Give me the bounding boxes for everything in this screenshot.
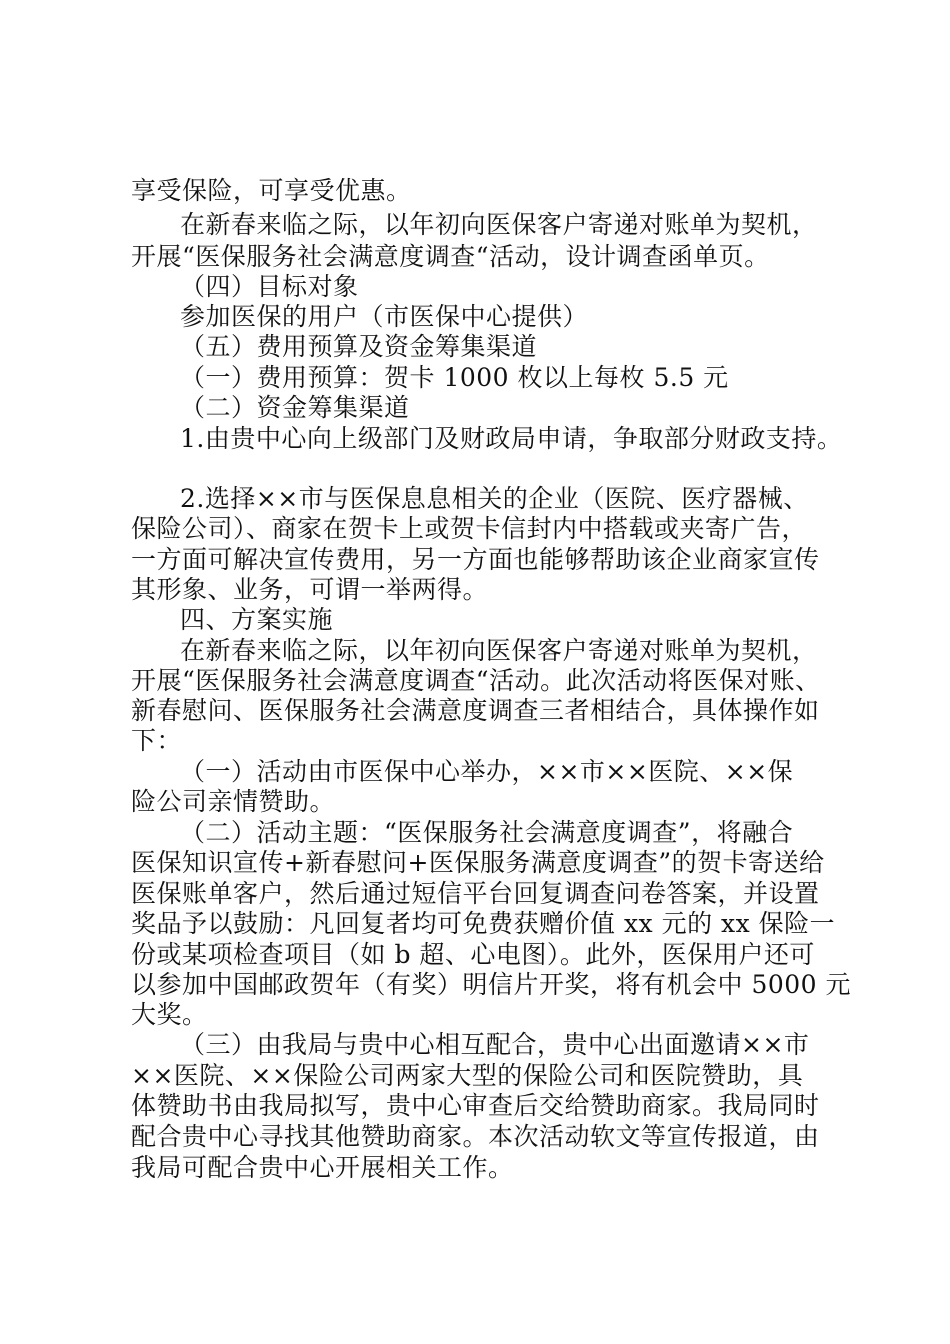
- text-line-28: （三）由我局与贵中心相互配合，贵中心出面邀请××市: [180, 1030, 810, 1059]
- text-line-21: （二）活动主题：“医保服务社会满意度调查”，将融合: [180, 818, 794, 847]
- text-line-20: 险公司亲情赞助。: [131, 787, 336, 816]
- section-heading-budget: （五）费用预算及资金筹集渠道: [180, 332, 538, 361]
- text-line-24: 奖品予以鼓励：凡回复者均可免费获赠价值 xx 元的 xx 保险一: [131, 909, 836, 938]
- text-line-12: 一方面可解决宣传费用，另一方面也能够帮助该企业商家宣传: [131, 545, 820, 574]
- text-line-31: 配合贵中心寻找其他赞助商家。本次活动软文等宣传报道，由: [131, 1122, 820, 1151]
- text-line-29: ××医院、××保险公司两家大型的保险公司和医院赞助，具: [131, 1061, 804, 1090]
- text-line-18: 下：: [131, 726, 183, 755]
- text-line-19: （一）活动由市医保中心举办，××市××医院、××保: [180, 757, 794, 786]
- text-line-9: 1.由贵中心向上级部门及财政局申请，争取部分财政支持。: [180, 424, 843, 453]
- text-line-3: 开展“医保服务社会满意度调查“活动，设计调查函单页。: [131, 242, 770, 271]
- text-line-22: 医保知识宣传+新春慰问+医保服务满意度调查”的贺卡寄送给: [131, 848, 825, 877]
- text-line-26: 以参加中国邮政贺年（有奖）明信片开奖，将有机会中 5000 元: [131, 970, 852, 999]
- section-heading-implementation: 四、方案实施: [180, 605, 334, 634]
- text-line-10: 2.选择××市与医保息息相关的企业（医院、医疗器械、: [180, 484, 809, 513]
- text-line-30: 体赞助书由我局拟写，贵中心审查后交给赞助商家。我局同时: [131, 1091, 820, 1120]
- text-line-17: 新春慰问、医保服务社会满意度调查三者相结合，具体操作如: [131, 696, 820, 725]
- text-line-1: 享受保险，可享受优惠。: [131, 176, 412, 205]
- text-line-27: 大奖。: [131, 1000, 208, 1029]
- text-line-32: 我局可配合贵中心开展相关工作。: [131, 1153, 514, 1182]
- text-line-15: 在新春来临之际，以年初向医保客户寄递对账单为契机，: [180, 636, 818, 665]
- text-line-7: （一）费用预算：贺卡 1000 枚以上每枚 5.5 元: [180, 363, 729, 392]
- text-line-5: 参加医保的用户（市医保中心提供）: [180, 302, 589, 331]
- text-line-25: 份或某项检查项目（如 b 超、心电图）。此外，医保用户还可: [131, 940, 815, 969]
- text-line-13: 其形象、业务，可谓一举两得。: [131, 575, 489, 604]
- text-line-16: 开展“医保服务社会满意度调查“活动。此次活动将医保对账、: [131, 666, 821, 695]
- text-line-23: 医保账单客户，然后通过短信平台回复调查问卷答案，并设置: [131, 879, 820, 908]
- text-line-8: （二）资金筹集渠道: [180, 393, 410, 422]
- text-line-2: 在新春来临之际，以年初向医保客户寄递对账单为契机，: [180, 210, 818, 239]
- text-line-11: 保险公司）、商家在贺卡上或贺卡信封内中搭载或夹寄广告，: [131, 514, 808, 543]
- section-heading-target: （四）目标对象: [180, 272, 359, 301]
